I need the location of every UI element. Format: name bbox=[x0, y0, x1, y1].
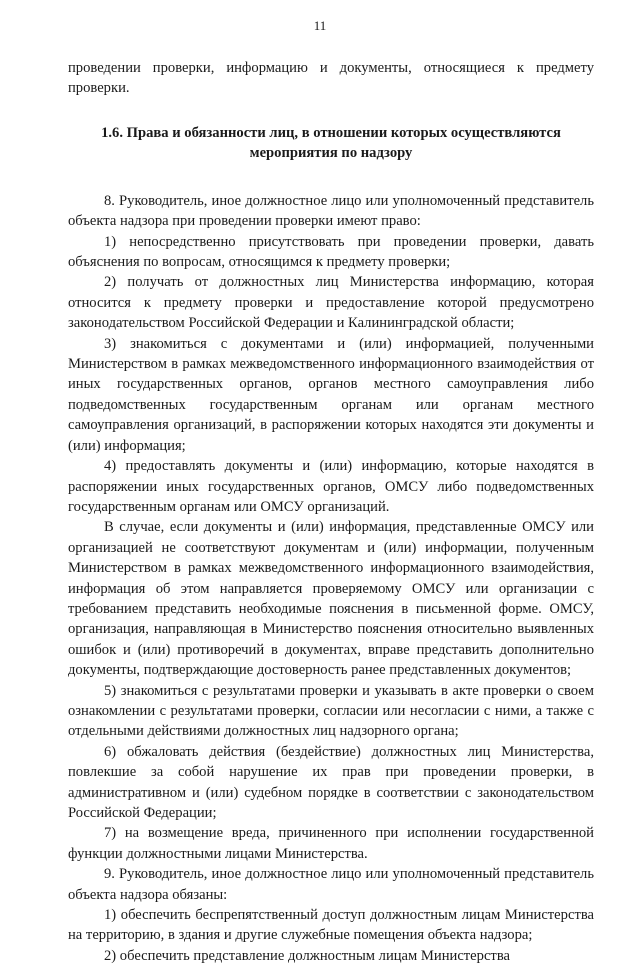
paragraph-8-item-6: 6) обжаловать действия (бездействие) должностных лиц Министерства, повлекшие за собой нарушение их прав при проведении проверки, в административном и (или) судебном порядке в соответствии с законодательством Российской Федерации; bbox=[68, 743, 594, 821]
page-content bbox=[68, 58, 594, 966]
paragraph-8-item-5: 5) знакомиться с результатами проверки и указывать в акте проверки о своем ознакомлении с результатами проверки, согласии или несогласии с ними, а также с отдельными действиями должностных лиц надзорного органа; bbox=[68, 682, 594, 740]
intro-paragraph: проведении проверки, информацию и документы, относящиеся к предмету проверки. bbox=[68, 60, 594, 97]
section-heading-line-1: 1.6. Права и обязанности лиц, в отношении которых осуществляются bbox=[101, 124, 561, 141]
section-heading-line-2: мероприятия по надзору bbox=[249, 144, 413, 161]
paragraph-9-item-1: 1) обеспечить беспрепятственный доступ должностным лицам Министерства на территорию, в здания и другие служебные помещения объекта надзора; bbox=[68, 907, 594, 944]
paragraph-8: 8. Руководитель, иное должностное лицо или уполномоченный представитель объекта надзора при проведении проверки имеют право: bbox=[68, 192, 594, 230]
paragraph-8-item-2: 2) получать от должностных лиц Министерства информацию, которая относится к предмету проверки и предоставление которой предусмотрено законодательством Российской Федерации и Калининградской области; bbox=[68, 274, 594, 332]
section-heading bbox=[68, 123, 594, 163]
paragraph-8-item-3: 3) знакомиться с документами и (или) информацией, полученными Министерством в рамках межведомственного информационного взаимодействия от иных государственных органов, органов местного самоуправления либо подведомственных государственным органам или органам местного самоуправления организаций, в распоряжении которых находятся эти документы и (или) информация; bbox=[68, 335, 594, 454]
paragraph-8-item-1: 1) непосредственно присутствовать при проведении проверки, давать объяснения по вопросам, относящимся к предмету проверки; bbox=[68, 233, 594, 271]
paragraph-9-item-2: 2) обеспечить представление должностным лицам Министерства bbox=[104, 947, 510, 964]
paragraph-8-item-4-note: В случае, если документы и (или) информация, представленные ОМСУ или организацией не соответствуют документам и (или) информации, полученным Министерством в рамках межведомственного информационного взаимодействия, информация об этом направляется проверяемому ОМСУ или организации с требованием представить необходимые пояснения в письменной форме. ОМСУ, организация, направляющая в Министерство пояснения относительно выявленных ошибок и (или) противоречий в документах, вправе представить дополнительно документы, подтверждающие достоверность ранее представленных документов; bbox=[68, 519, 594, 679]
paragraph-8-item-7: 7) на возмещение вреда, причиненного при исполнении государственной функции должностными лицами Министерства. bbox=[68, 825, 594, 862]
paragraph-8-item-4: 4) предоставлять документы и (или) информацию, которые находятся в распоряжении иных государственных органов, ОМСУ либо подведомственных государственным органам или ОМСУ организаций. bbox=[68, 458, 594, 515]
page-number: 11 bbox=[313, 18, 327, 33]
paragraph-9: 9. Руководитель, иное должностное лицо или уполномоченный представитель объекта надзора обязаны: bbox=[68, 866, 594, 903]
